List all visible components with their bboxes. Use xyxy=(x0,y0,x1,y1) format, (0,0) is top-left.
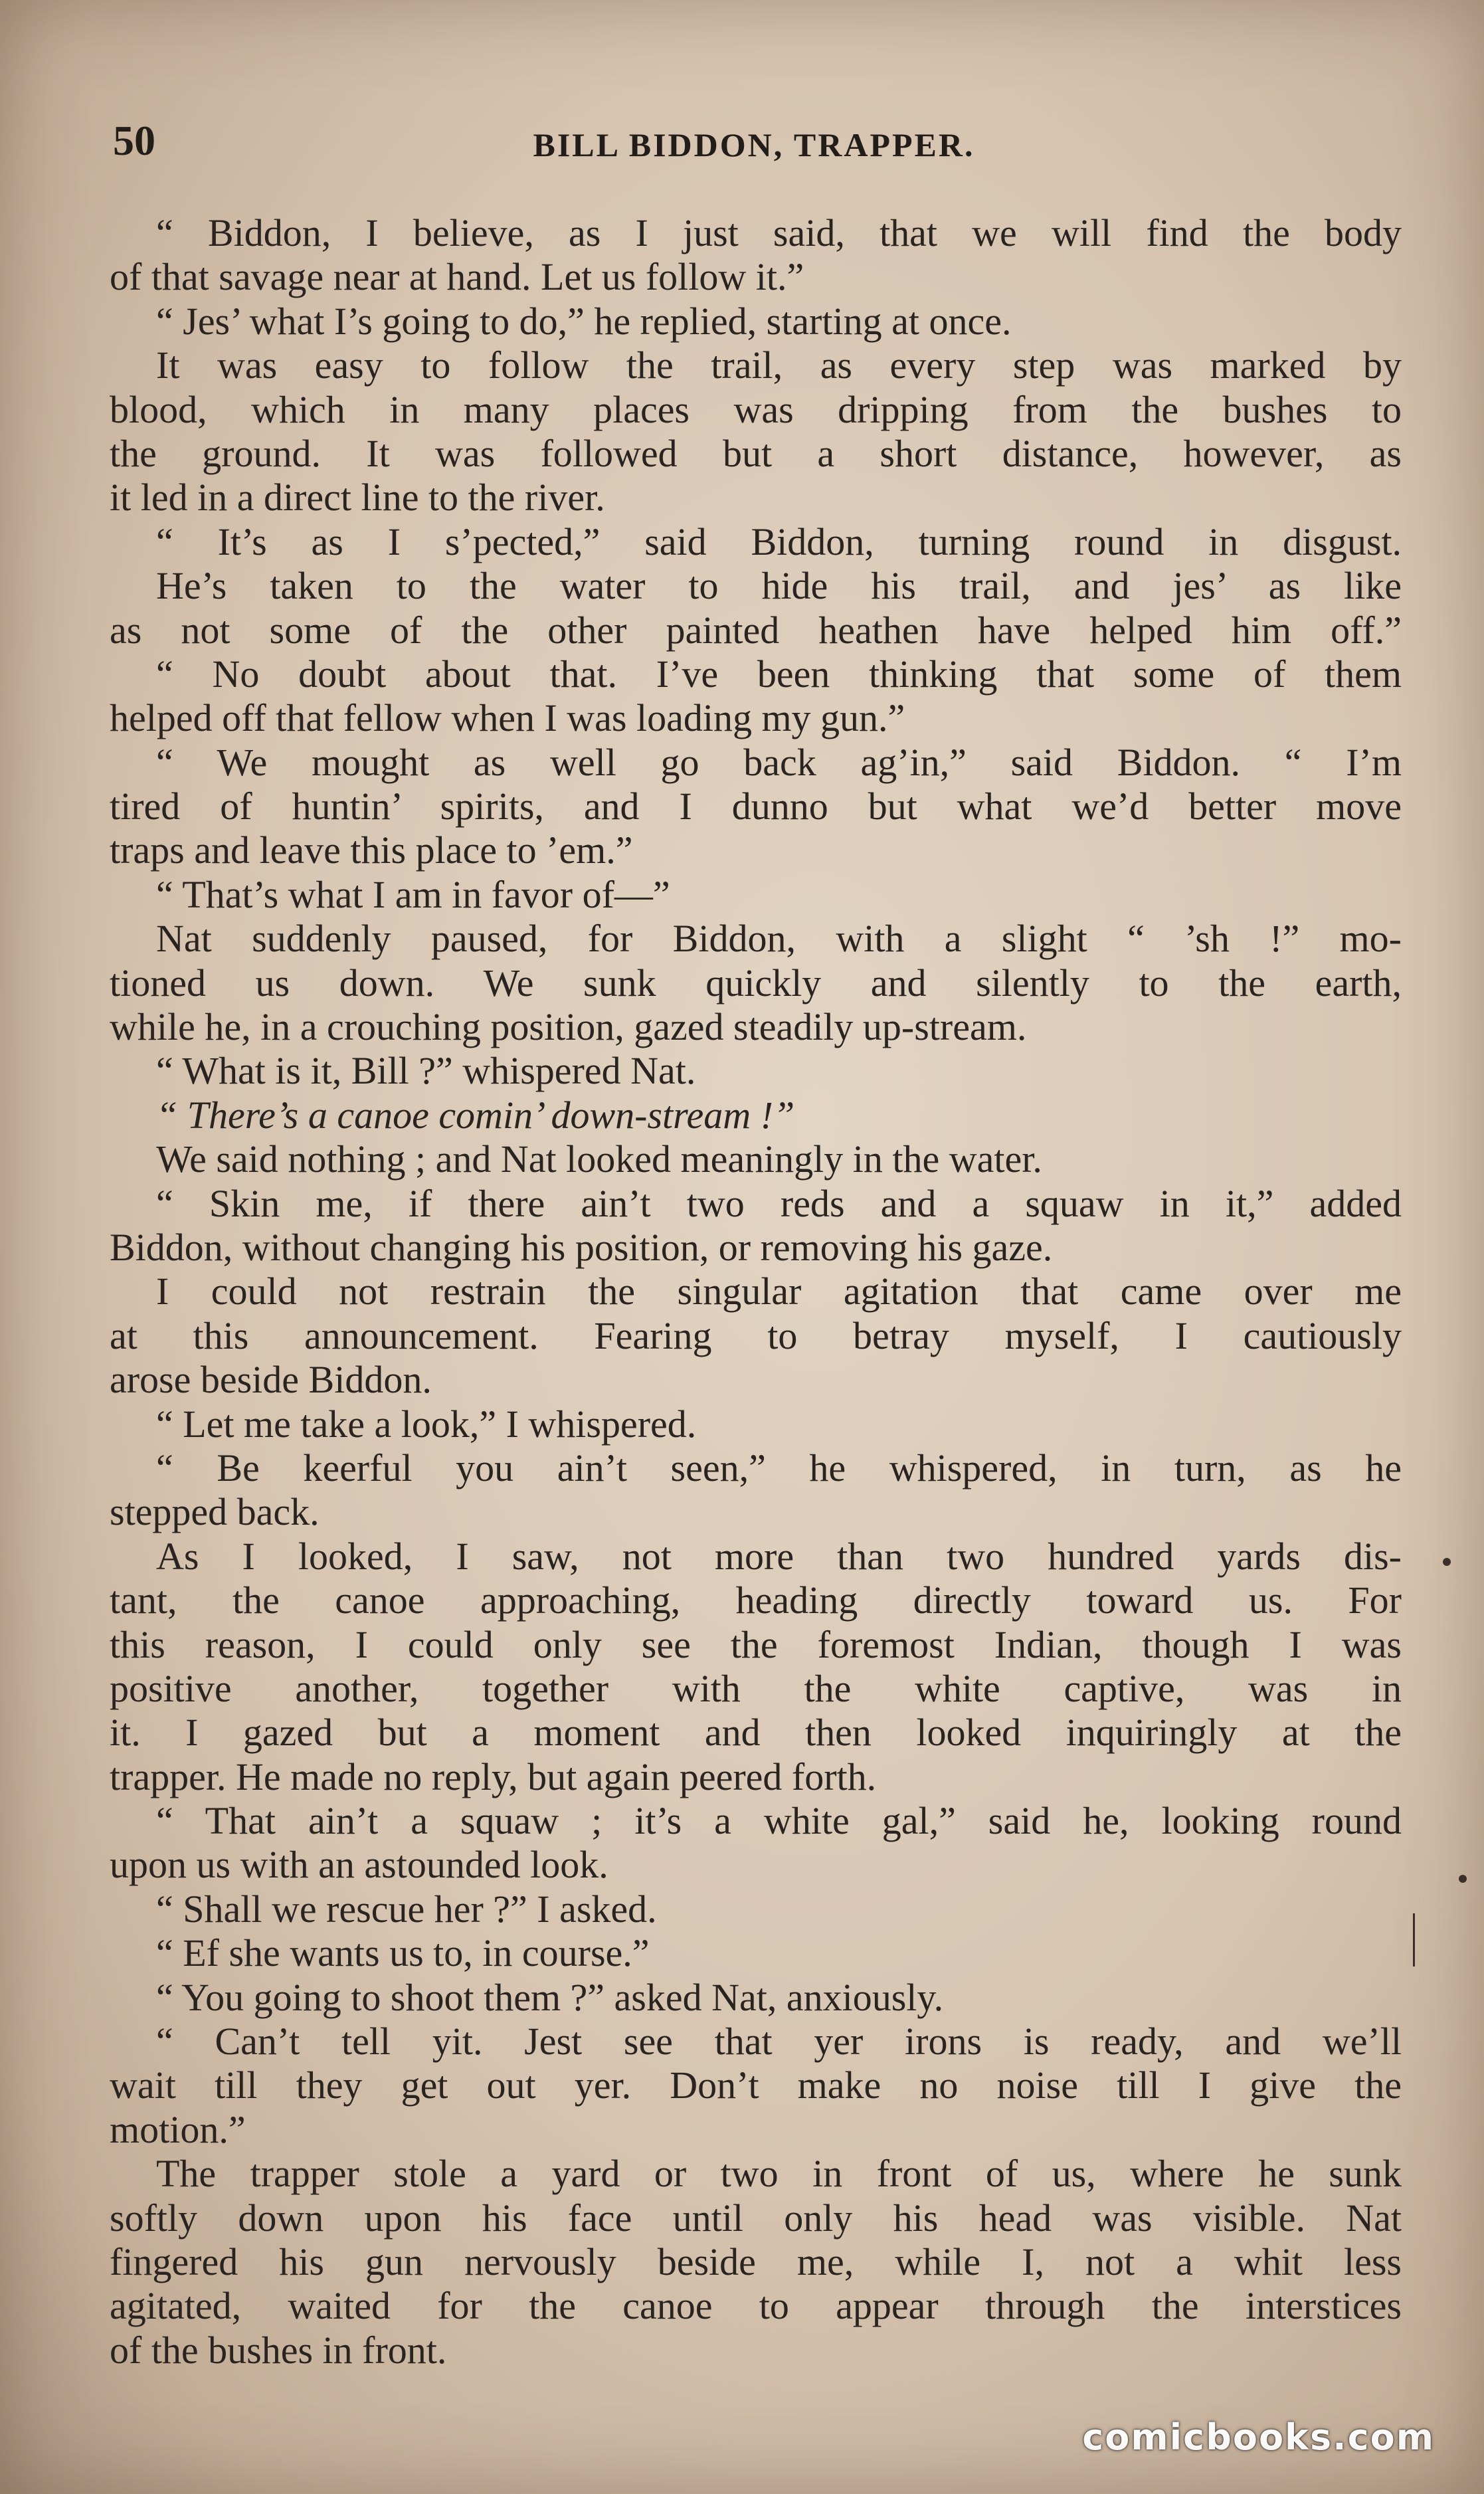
text-line: Nat suddenly paused, for Biddon, with a slight “ ’sh !” mo- xyxy=(156,917,1402,961)
text-line: traps and leave this place to ’em.” xyxy=(110,828,633,872)
text-line: “ There’s a canoe comin’ down-stream !” xyxy=(156,1093,795,1137)
running-title: BILL BIDDON, TRAPPER. xyxy=(533,126,975,163)
text-line: stepped back. xyxy=(110,1490,320,1534)
text-line: The trapper stole a yard or two in front of us, where he sunk xyxy=(156,2152,1402,2196)
text-line: “ Can’t tell yit. Jest see that yer irons is ready, and we’ll xyxy=(156,2020,1402,2063)
text-line: We said nothing ; and Nat looked meaningly in the water. xyxy=(156,1137,1042,1181)
text-line: trapper. He made no reply, but again peered forth. xyxy=(110,1755,877,1798)
text-line: while he, in a crouching position, gazed steadily up-stream. xyxy=(110,1005,1027,1049)
text-line: “ It’s as I s’pected,” said Biddon, turning round in disgust. xyxy=(156,520,1402,563)
text-line: “ Shall we rescue her ?” I asked. xyxy=(156,1887,657,1931)
text-line: tioned us down. We sunk quickly and silently to the earth, xyxy=(110,961,1402,1005)
text-line: “ No doubt about that. I’ve been thinking that some of them xyxy=(156,652,1402,696)
text-line: wait till they get out yer. Don’t make no noise till I give the xyxy=(110,2063,1402,2107)
running-head xyxy=(106,116,1402,169)
watermark: comicbooks.com xyxy=(1082,2416,1435,2458)
text-line: positive another, together with the white captive, was in xyxy=(110,1666,1402,1710)
text-line: fingered his gun nervously beside me, while I, not a whit less xyxy=(110,2240,1402,2283)
text-line: “ Skin me, if there ain’t two reds and a squaw in it,” added xyxy=(156,1181,1402,1225)
text-line: it. I gazed but a moment and then looked inquiringly at the xyxy=(110,1711,1402,1755)
text-line: of the bushes in front. xyxy=(110,2328,447,2372)
text-line: the ground. It was followed but a short distance, however, as xyxy=(110,431,1402,475)
text-line: “ Ef she wants us to, in course.” xyxy=(156,1931,650,1975)
text-line: tant, the canoe approaching, heading directly toward us. For xyxy=(110,1579,1402,1622)
text-line: arose beside Biddon. xyxy=(110,1358,432,1402)
text-line: blood, which in many places was dripping from the bushes to xyxy=(110,387,1402,431)
text-line: I could not restrain the singular agitation that came over me xyxy=(156,1270,1402,1313)
text-line: He’s taken to the water to hide his trail, and jes’ as like xyxy=(156,564,1402,608)
body-text xyxy=(110,211,1402,2372)
text-line: agitated, waited for the canoe to appear through the interstices xyxy=(110,2284,1402,2328)
text-line: It was easy to follow the trail, as every step was marked by xyxy=(156,343,1402,387)
text-line: helped off that fellow when I was loading my gun.” xyxy=(110,696,905,740)
text-line: as not some of the other painted heathen have helped him off.” xyxy=(110,608,1402,652)
text-line: “ Be keerful you ain’t seen,” he whispered, in turn, as he xyxy=(156,1446,1402,1489)
text-line: this reason, I could only see the foremost Indian, though I was xyxy=(110,1622,1402,1666)
text-line: “ Let me take a look,” I whispered. xyxy=(156,1402,697,1446)
text-line: tired of huntin’ spirits, and I dunno but what we’d better move xyxy=(110,785,1402,828)
text-line: it led in a direct line to the river. xyxy=(110,476,605,520)
text-line: As I looked, I saw, not more than two hundred yards dis- xyxy=(156,1534,1402,1578)
ink-speck xyxy=(1443,1558,1451,1566)
text-line: “ You going to shoot them ?” asked Nat, anxiously. xyxy=(156,1975,944,2019)
text-line: upon us with an astounded look. xyxy=(110,1843,608,1887)
text-line: motion.” xyxy=(110,2107,246,2151)
text-line: “ What is it, Bill ?” whispered Nat. xyxy=(156,1049,696,1093)
page-number: 50 xyxy=(113,117,155,164)
ink-speck xyxy=(1459,1875,1467,1883)
text-line: softly down upon his face until only his head was visible. Nat xyxy=(110,2196,1402,2240)
margin-mark-line xyxy=(1413,1913,1415,1966)
text-line: “ That ain’t a squaw ; it’s a white gal,” said he, looking round xyxy=(156,1799,1402,1843)
text-line: “ That’s what I am in favor of—” xyxy=(156,872,670,916)
text-line: “ Biddon, I believe, as I just said, that we will find the body xyxy=(156,211,1402,254)
text-line: Biddon, without changing his position, or removing his gaze. xyxy=(110,1225,1053,1269)
text-line: of that savage near at hand. Let us follow it.” xyxy=(110,255,804,299)
text-line: at this announcement. Fearing to betray myself, I cautiously xyxy=(110,1313,1402,1357)
text-line: “ Jes’ what I’s going to do,” he replied, starting at once. xyxy=(156,299,1012,343)
text-line: “ We mought as well go back ag’in,” said Biddon. “ I’m xyxy=(156,740,1402,784)
